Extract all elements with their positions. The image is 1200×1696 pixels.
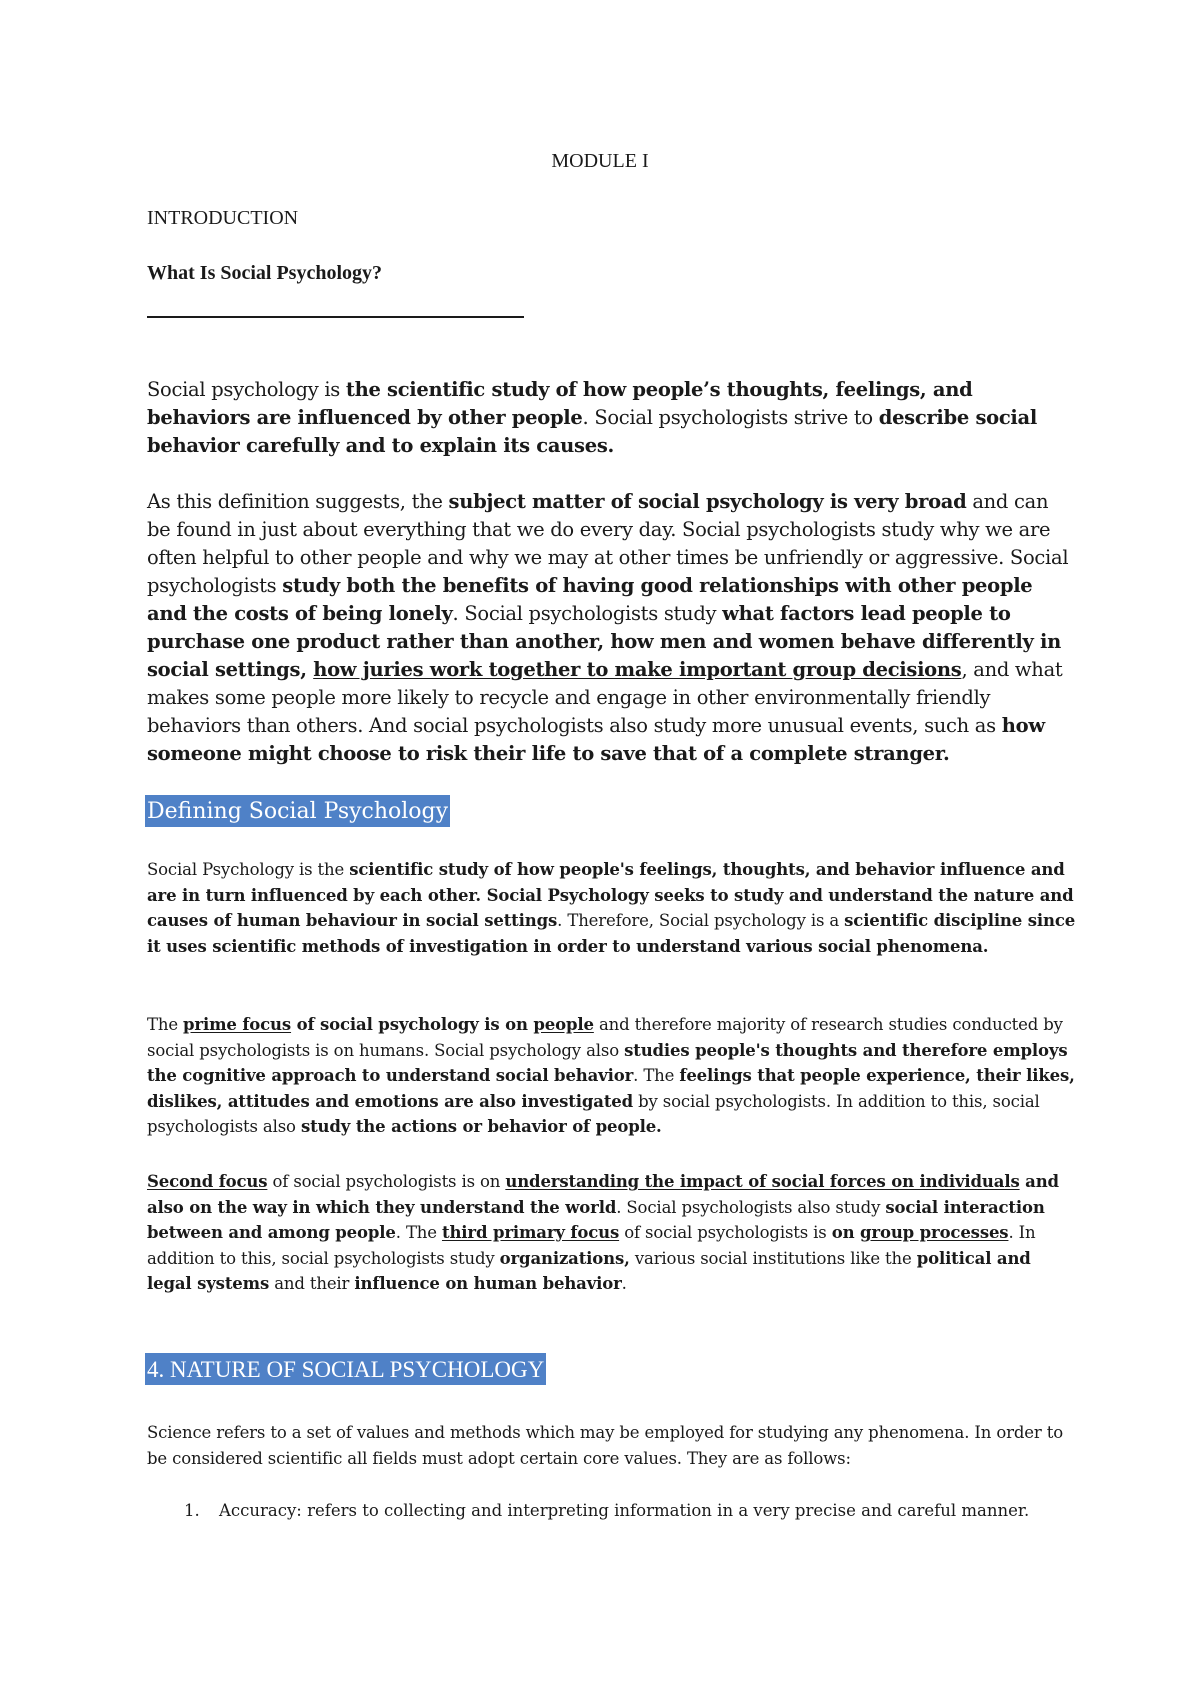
bold-underline-span: Second focus bbox=[147, 1172, 268, 1191]
bold-underline-span: group processes bbox=[860, 1223, 1009, 1242]
text-span: . The bbox=[395, 1223, 442, 1242]
bold-span: study the actions or behavior of people. bbox=[300, 1117, 662, 1136]
section-title: What Is Social Psychology? bbox=[147, 262, 383, 284]
bold-span: study both the benefits of having good relationships with other people and the costs of being lonely bbox=[147, 574, 1033, 625]
list-item-text: Accuracy: refers to collecting and interpreting information in a very precise and careful manner. bbox=[219, 1501, 1030, 1520]
text-span: . bbox=[621, 1274, 627, 1293]
title-underline-rule bbox=[147, 316, 524, 318]
text-span: . Social psychologists study bbox=[452, 602, 723, 625]
bold-span: social interaction between and among people bbox=[147, 1197, 1045, 1242]
bold-underline-span: prime focus bbox=[183, 1015, 292, 1034]
bold-span: studies people's thoughts and therefore employs the cognitive approach to understand social behavior bbox=[147, 1040, 1068, 1085]
bold-span: subject matter of social psychology is very broad bbox=[448, 490, 967, 513]
text-span: of social psychologists is on bbox=[267, 1172, 506, 1191]
text-span: . The bbox=[633, 1066, 680, 1085]
text-span: various social institutions like the bbox=[629, 1248, 917, 1268]
highlighted-heading-text: 4. NATURE OF SOCIAL PSYCHOLOGY bbox=[145, 1353, 546, 1385]
list-item-number: 1. bbox=[184, 1501, 200, 1520]
text-span: . Social psychologists strive to bbox=[582, 406, 879, 429]
paragraph-defining bbox=[147, 857, 1077, 959]
text-span: . Social psychologists also study bbox=[616, 1197, 886, 1217]
list-item bbox=[147, 1498, 1077, 1550]
bold-underline-span: people bbox=[533, 1015, 594, 1034]
bold-span: organizations, bbox=[499, 1248, 630, 1268]
bold-span: how someone might choose to risk their life to save that of a complete stranger. bbox=[147, 714, 1045, 765]
bold-underline-span: understanding the impact of social forces on individuals bbox=[505, 1172, 1020, 1191]
text-span: Social psychology is bbox=[147, 378, 346, 401]
heading-defining-social-psychology bbox=[145, 795, 450, 827]
text-span: . In addition to this, social psychologists study bbox=[147, 1223, 1036, 1268]
paragraph-definition bbox=[147, 376, 1077, 460]
text-span: and their bbox=[269, 1274, 355, 1293]
text-span: The bbox=[147, 1015, 184, 1034]
paragraph-prime-focus bbox=[147, 1012, 1077, 1140]
text-span: of social psychologists is bbox=[619, 1223, 832, 1242]
text-span: . Therefore, Social psychology is a bbox=[557, 911, 845, 930]
bold-span: describe social behavior carefully and to explain its causes. bbox=[147, 406, 1037, 457]
paragraph-subject-matter bbox=[147, 488, 1077, 768]
text-span: and therefore majority of research studies conducted by social psychologists is on humans. Social psychology also bbox=[147, 1015, 1063, 1060]
heading-nature-of-social-psychology bbox=[145, 1353, 546, 1385]
bold-span: influence on human behavior bbox=[354, 1274, 622, 1293]
intro-heading: INTRODUCTION bbox=[147, 207, 299, 229]
text-span: Social Psychology is the bbox=[147, 860, 350, 879]
bold-span: and also on the way in which they understand the world bbox=[147, 1172, 1059, 1217]
bold-span: scientific study of how people's feelings, thoughts, and behavior influence and are in turn influenced by each other. Social Psychology seeks to study and understand the nature and causes of human behaviour in social settings bbox=[147, 860, 1074, 930]
text-span: As this definition suggests, the bbox=[147, 490, 449, 513]
paragraph-science: Science refers to a set of values and methods which may be employed for studying any phenomena. In order to be considered scientific all fields must adopt certain core values. They are as follows: bbox=[147, 1423, 1063, 1468]
text-span: by social psychologists. In addition to this, social psychologists also bbox=[147, 1091, 1040, 1136]
core-values-list bbox=[147, 1498, 1077, 1550]
bold-span: of social psychology is on bbox=[291, 1015, 534, 1034]
bold-underline-span: how juries work together to make important group decisions bbox=[313, 658, 962, 681]
bold-span: on bbox=[831, 1223, 861, 1242]
bold-span: the scientific study of how people’s thoughts, feelings, and behaviors are influenced by other people bbox=[147, 378, 973, 429]
bold-span: what factors lead people to purchase one product rather than another, how men and women behave differently in social settings, bbox=[147, 602, 1061, 681]
bold-span: scientific discipline since it uses scientific methods of investigation in order to understand various social phenomena. bbox=[147, 911, 1076, 956]
text-span: and can be found in just about everything that we do every day. Social psychologists study why we are often helpful to other people and why we may at other times be unfriendly or aggressive. Social psychologists bbox=[147, 490, 1069, 597]
bold-span: feelings that people experience, their likes, dislikes, attitudes and emotions are also investigated bbox=[147, 1066, 1075, 1111]
text-span: , and what makes some people more likely to recycle and engage in other environmentally friendly behaviors than others. And social psychologists also study more unusual events, such as bbox=[147, 658, 1063, 737]
paragraph-second-focus bbox=[147, 1169, 1077, 1297]
module-title: MODULE I bbox=[551, 150, 649, 172]
bold-span: political and legal systems bbox=[147, 1248, 1031, 1293]
highlighted-heading-text: Defining Social Psychology bbox=[145, 795, 450, 827]
bold-underline-span: third primary focus bbox=[441, 1223, 620, 1242]
